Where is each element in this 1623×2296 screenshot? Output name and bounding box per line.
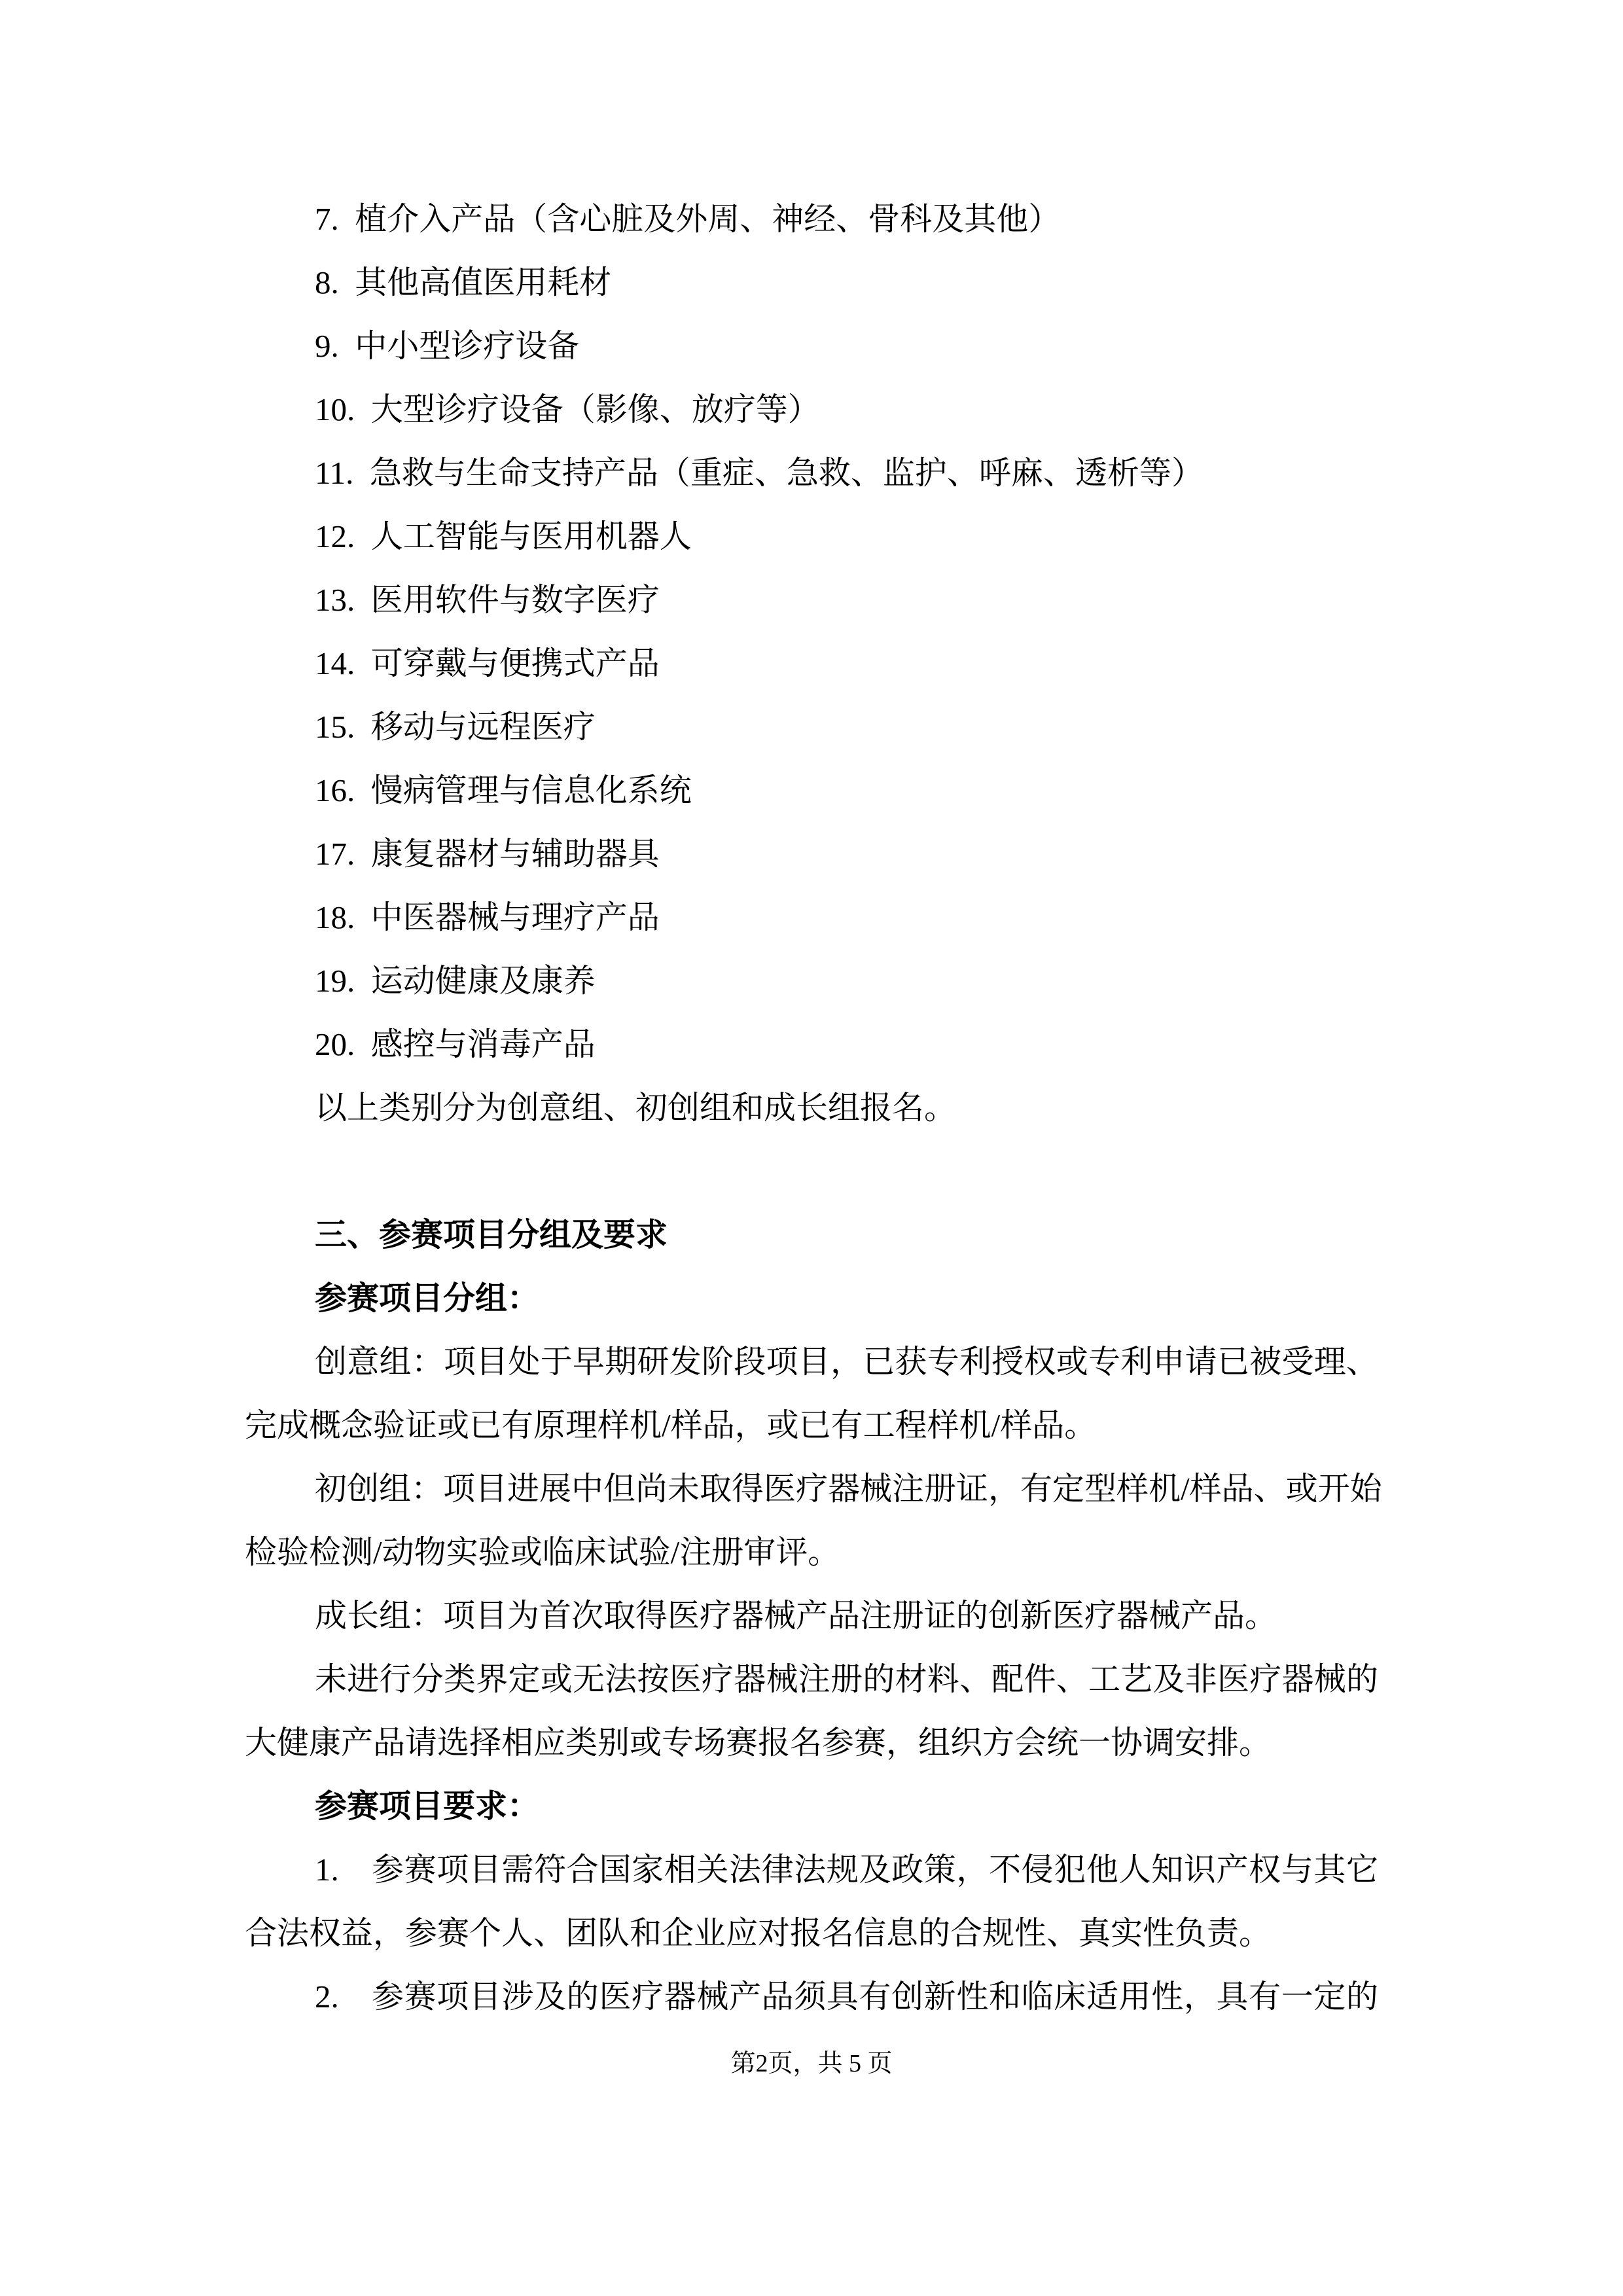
list-item: 10. 大型诊疗设备（影像、放疗等）	[315, 391, 820, 427]
list-item: 18. 中医器械与理疗产品	[315, 899, 660, 935]
list-item: 17. 康复器材与辅助器具	[315, 836, 660, 872]
document-body	[245, 187, 1382, 2028]
paragraph-line: 大健康产品请选择相应类别或专场赛报名参赛，组织方会统一协调安排。	[245, 1725, 1272, 1761]
paragraph-line: 以上类别分为创意组、初创组和成长组报名。	[315, 1090, 957, 1126]
section-heading: 三、参赛项目分组及要求	[315, 1217, 668, 1253]
paragraph-line: 检验检测/动物实验或临床试验/注册审评。	[245, 1534, 840, 1570]
list-item: 19. 运动健康及康养	[315, 963, 596, 999]
paragraph-line: 完成概念验证或已有原理样机/样品，或已有工程样机/样品。	[245, 1407, 1097, 1443]
paragraph-line: 合法权益，参赛个人、团队和企业应对报名信息的合规性、真实性负责。	[245, 1915, 1272, 1951]
list-item: 13. 医用软件与数字医疗	[315, 582, 660, 618]
blank-line	[245, 1139, 1378, 1203]
list-item: 7. 植介入产品（含心脏及外周、神经、骨科及其他）	[315, 201, 1061, 237]
paragraph-line: 未进行分类界定或无法按医疗器械注册的材料、配件、工艺及非医疗器械的	[315, 1661, 1378, 1697]
paragraph-line: 成长组：项目为首次取得医疗器械产品注册证的创新医疗器械产品。	[315, 1598, 1277, 1634]
list-item: 15. 移动与远程医疗	[315, 709, 596, 745]
list-item: 8. 其他高值医用耗材	[315, 264, 612, 300]
subsection-heading: 参赛项目分组：	[315, 1280, 540, 1316]
paragraph-line: 创意组：项目处于早期研发阶段项目，已获专利授权或专利申请已被受理、	[315, 1344, 1378, 1380]
subsection-heading: 参赛项目要求：	[315, 1788, 540, 1824]
list-item: 20. 感控与消毒产品	[315, 1026, 596, 1062]
list-item: 14. 可穿戴与便携式产品	[315, 645, 660, 681]
page-footer	[245, 2047, 1378, 2080]
list-item: 11. 急救与生命支持产品（重症、急救、监护、呼麻、透析等）	[315, 455, 1204, 491]
list-item: 9. 中小型诊疗设备	[315, 328, 580, 364]
paragraph-line: 2. 参赛项目涉及的医疗器械产品须具有创新性和临床适用性，具有一定的	[315, 1979, 1378, 2015]
list-item: 16. 慢病管理与信息化系统	[315, 772, 692, 808]
paragraph-line: 初创组：项目进展中但尚未取得医疗器械注册证，有定型样机/样品、或开始	[315, 1471, 1382, 1507]
list-item: 12. 人工智能与医用机器人	[315, 518, 692, 554]
page-number-text: 第2页，共 5 页	[730, 2050, 893, 2077]
paragraph-line: 1. 参赛项目需符合国家相关法律法规及政策，不侵犯他人知识产权与其它	[315, 1852, 1378, 1888]
